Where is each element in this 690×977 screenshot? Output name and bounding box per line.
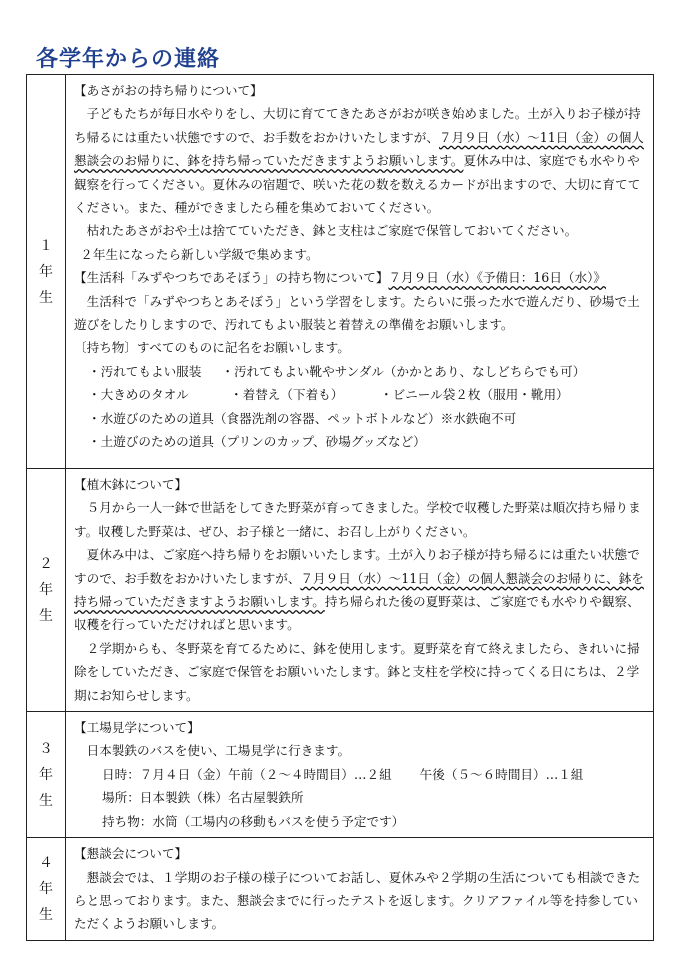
grade-3-content bbox=[66, 712, 654, 838]
g2-paragraph-2 bbox=[74, 543, 647, 637]
g1-heading-asagao: 【あさがおの持ち帰りについて】 bbox=[74, 83, 263, 98]
g2-p2-text-b: 持ち帰られた後の夏野菜は、ご家庭でも水やりや観察、収穫を行っていただければと思います。 bbox=[74, 594, 640, 633]
grade-1-row bbox=[27, 75, 654, 469]
page-title: 各学年からの連絡 bbox=[36, 47, 221, 72]
grade-3-nen: 年 bbox=[39, 766, 53, 783]
g3-date-line bbox=[74, 763, 647, 786]
g1-paragraph-4: 生活科で「みずやつちとあそぼう」という学習をします。たらいに張った水で遊んだり、砂場で土遊びをしたりしますので、汚れてもよい服装と着替えの準備をお願いします。 bbox=[74, 293, 640, 333]
grade-2-num: ２ bbox=[39, 556, 53, 573]
grade-4-row bbox=[27, 838, 654, 941]
grade-1-content bbox=[66, 75, 654, 469]
g1-item-5: ・ビニール袋２枚（服用・靴用） bbox=[380, 387, 569, 403]
g3-date-am: 日時：７月４日（金）午前（２〜４時間目）…２組 bbox=[102, 766, 392, 782]
g1-heading-seikatsu-text: 【生活科「みずやつちであそぼう」の持ち物について】 bbox=[74, 270, 389, 286]
g2-heading-ueki: 【植木鉢について】 bbox=[74, 477, 188, 492]
g2-p2-text-a: 夏休み中は、ご家庭へ持ち帰りをお願いいたします。土が入りお子様が持ち帰るには重たい状態ですので、お手数をおかけいたしますが、 bbox=[74, 547, 640, 586]
grade-4-sei: 生 bbox=[39, 906, 53, 923]
grade-3-num: ３ bbox=[39, 740, 53, 757]
g2-p2-underlined: ７月９日（水）〜11日（金）の個人懇談会のお帰りに、鉢を持ち帰っていただきますようお願いします。 bbox=[74, 570, 644, 610]
grade-2-nen: 年 bbox=[39, 582, 53, 599]
grade-1-label bbox=[27, 75, 66, 469]
g3-place-line: 場所：日本製鉄（株）名古屋製鉄所 bbox=[102, 790, 304, 806]
grade-2-label bbox=[27, 469, 66, 712]
g1-p1-text-b: 夏休み中は、家庭でも水やりや観察を行ってください。夏休みの宿題で、咲いた花の数を数えるカードが出ますので、大切に育ててください。また、種ができましたら種を集めておいてください。 bbox=[74, 153, 641, 216]
grade-4-num: ４ bbox=[39, 854, 53, 871]
g1-items-row-3: ・水遊びのための道具（食器洗剤の容器、ペットボトルなど）※水鉄砲不可 bbox=[88, 410, 517, 426]
g4-paragraph-1: 懇談会では、１学期のお子様の様子についてお話し、夏休みや２学期の生活についても相談できたらと思っております。また、懇談会までに行ったテストを返します。クリアファイル等を持参していただくようお願いします。 bbox=[74, 869, 641, 932]
g1-paragraph-2: 枯れたあさがおや土は捨てていただき、鉢と支柱はご家庭で保管しておいてください。 bbox=[86, 223, 578, 239]
grade-4-label bbox=[27, 838, 66, 941]
g1-item-4: ・着替え（下着も） bbox=[230, 387, 344, 403]
g1-items-label: 〔持ち物〕 bbox=[74, 340, 137, 356]
grade-1-nen: 年 bbox=[39, 263, 53, 280]
g1-heading-seikatsu bbox=[74, 266, 647, 289]
g2-paragraph-1: ５月から一人一鉢で世話をしてきた野菜が育ってきました。学校で収穫した野菜は順次持ち帰ります。収穫した野菜は、ぜひ、お子様と一緒に、お召し上がりください。 bbox=[74, 500, 641, 539]
grade-4-content bbox=[66, 838, 654, 941]
grade-1-sei: 生 bbox=[39, 289, 53, 306]
g1-p1-underlined: ７月９日（水）〜11日（金）の個人懇談会のお帰りに、鉢を持ち帰っていただきますようお願いします。 bbox=[74, 129, 644, 169]
g1-paragraph-1 bbox=[74, 102, 647, 219]
grade-3-label bbox=[27, 712, 66, 838]
g2-paragraph-3: ２学期からも、冬野菜を育てるために、鉢を使用します。夏野菜を育て終えましたら、きれいに掃除をしていただき、ご家庭で保管をお願いいたします。鉢と支柱を学校に持ってくる日にちは、２学期にお知らせします。 bbox=[74, 640, 640, 703]
grade-3-row bbox=[27, 712, 654, 838]
g1-items-row-2 bbox=[74, 383, 647, 406]
g1-paragraph-3: ２年生になったら新しい学級で集めます。 bbox=[80, 246, 319, 262]
grade-notice-table bbox=[26, 74, 654, 941]
g1-item-2: ・汚れてもよい靴やサンダル（かかとあり、なしどちらでも可） bbox=[221, 363, 586, 379]
grade-2-content bbox=[66, 469, 654, 712]
grade-1-num: １ bbox=[39, 237, 53, 254]
g3-heading-kojo: 【工場見学について】 bbox=[74, 720, 200, 736]
g1-items-row-4: ・土遊びのための道具（プリンのカップ、砂場グッズなど） bbox=[88, 434, 426, 450]
g1-item-3: ・大きめのタオル bbox=[88, 387, 189, 403]
g3-paragraph-1: 日本製鉄のバスを使い、工場見学に行きます。 bbox=[86, 743, 351, 759]
g1-items-header bbox=[74, 336, 647, 359]
grade-2-sei: 生 bbox=[39, 608, 53, 625]
grade-3-sei: 生 bbox=[39, 792, 53, 809]
g3-bring-line: 持ち物：水筒（工場内の移動もバスを使う予定です） bbox=[102, 813, 405, 829]
g3-date-pm: 午後（５〜６時間目）…１組 bbox=[419, 766, 584, 782]
g1-p1-text-a: 子どもたちが毎日水やりをし、大切に育ててきたあさがおが咲き始めました。土が入りお子様が持ち帰るには重たい状態ですので、お手数をおかけいたしますが、 bbox=[74, 106, 641, 145]
g1-items-row-1 bbox=[74, 360, 647, 383]
grade-4-nen: 年 bbox=[39, 880, 53, 897]
g1-items-note: すべてのものに記名をお願いします。 bbox=[136, 340, 350, 356]
g1-heading-seikatsu-date: ７月９日（水）《予備日：16日（水）》 bbox=[388, 270, 606, 286]
grade-2-row bbox=[27, 469, 654, 712]
g4-heading-kondankai: 【懇談会について】 bbox=[74, 846, 188, 862]
g1-item-1: ・汚れてもよい服装 bbox=[88, 363, 202, 379]
